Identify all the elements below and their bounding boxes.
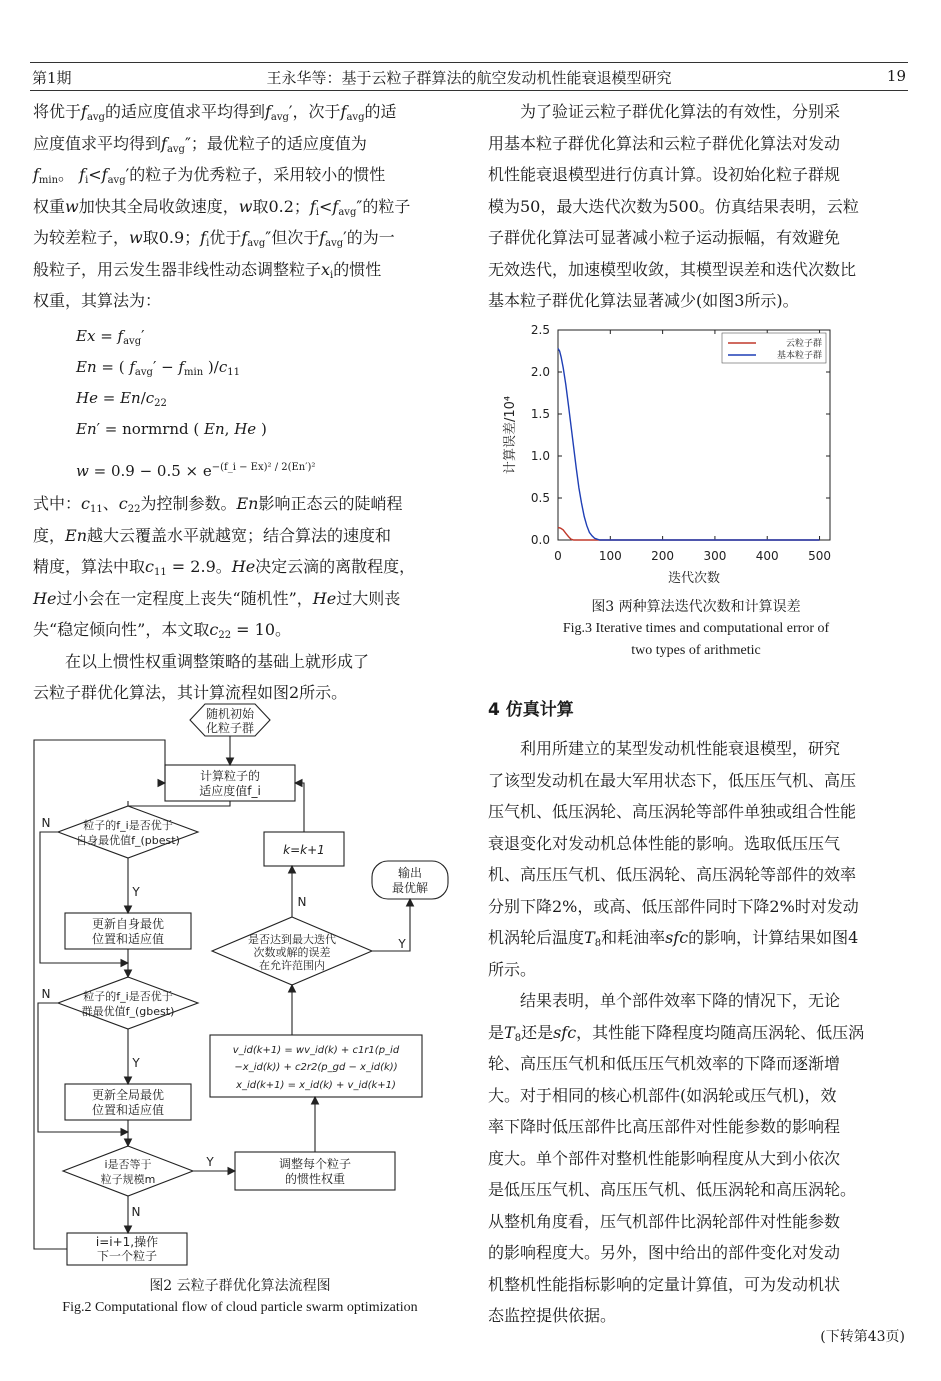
chart-series	[558, 349, 820, 541]
yes-label: Y	[132, 1056, 140, 1070]
section4-text	[488, 733, 904, 1332]
paragraph-line: 权重，其算法为：	[33, 291, 162, 310]
paragraph-line: 机整机性能指标影响的定量计算值，可为发动机状	[488, 1274, 841, 1294]
right-column-text	[488, 96, 904, 317]
paragraph-line: 结果表明，单个部件效率下降的情况下，无论	[520, 991, 841, 1010]
yes-label: Y	[398, 937, 406, 951]
paragraph-line: 应度值求平均得到$f_{avg}''$；最优粒子的适应度值为	[33, 133, 367, 155]
y-tick-label: 0.5	[530, 491, 550, 505]
series-line-1	[558, 527, 820, 540]
series-line-2	[558, 349, 820, 541]
paragraph-line: 度大。单个部件对整机性能影响程度从大到小依次	[488, 1148, 841, 1168]
no-label: N	[41, 987, 51, 1001]
fig2-caption	[30, 1275, 450, 1319]
next-particle-2: 下一个粒子	[96, 1249, 158, 1263]
pbest-label-2: 自身最优值f_(pbest)	[76, 834, 180, 847]
page-number: 19	[886, 67, 906, 85]
equation-en-prime: En′ = normrnd ( En, He )	[76, 420, 267, 438]
equation-he: $He = En/c_{22}$	[76, 389, 167, 409]
cond-pbest-diamond	[58, 806, 198, 858]
update-pbest-2: 位置和适应值	[91, 932, 165, 946]
paragraph-line: 失“稳定倾向性”，本文取$c_{22} = 10$。	[33, 620, 292, 641]
y-tick-label: 0.0	[530, 533, 550, 547]
issue-number: 第1期	[32, 69, 72, 87]
y-tick-label: 2.0	[530, 365, 550, 379]
paragraph-line: 般粒子，用云发生器非线性动态调整粒子$x_i$的惯性	[33, 259, 382, 281]
paragraph-line: 将优于$f_{avg}$的适应度值求平均得到$f_{avg}'$，次于$f_{avg}$的适	[33, 102, 397, 123]
velocity-eq-3: x_id(k+1) = x_id(k) + v_id(k+1)	[236, 1080, 396, 1091]
paragraph-line: 大。对于相同的核心机部件(如涡轮或压气机)，效	[488, 1085, 837, 1105]
fig2-caption-cn: 图2 云粒子群优化算法流程图	[149, 1278, 331, 1294]
cond-gbest-diamond	[58, 977, 198, 1029]
continued-note: (下转第43页)	[820, 1329, 905, 1345]
no-label: N	[131, 1205, 141, 1219]
paragraph-line: 机涡轮后温度$T_8$和耗油率sfc的影响，计算结果如图4	[488, 928, 859, 949]
paragraph-line: 是$T_8$还是sfc，其性能下降程度均随高压涡轮、低压涡	[488, 1022, 865, 1044]
update-gbest-2: 位置和适应值	[91, 1103, 165, 1117]
start-label-2: 化粒子群	[205, 721, 255, 735]
paragraph-line: 用基本粒子群优化算法和云粒子群优化算法对发动	[488, 133, 841, 153]
left-column-text	[33, 96, 449, 317]
paragraph-line: $f_{min}$。 $f_i<f_{avg}'$的粒子为优秀粒子，采用较小的惯性	[33, 165, 386, 186]
paragraph-line: 无效迭代，加速模型收敛，其模型误差和迭代次数比	[488, 259, 857, 279]
paragraph-line: 是低压压气机、高压压气机、低压涡轮和高压涡轮。	[488, 1180, 857, 1199]
fig3-caption-en-2: two types of arithmetic	[631, 643, 761, 658]
flowchart-figure	[30, 700, 450, 1272]
paragraph-line: 利用所建立的某型发动机性能衰退模型，研究	[520, 739, 841, 758]
update-pbest-1: 更新自身最优	[91, 917, 165, 931]
paragraph-line: 在以上惯性权重调整策略的基础上就形成了	[65, 651, 370, 671]
error-chart	[490, 318, 900, 593]
paragraph-line: 态监控提供依据。	[488, 1306, 617, 1325]
paragraph-line: 衰退变化对发动机总体性能的影响。选取低压压气	[488, 833, 841, 853]
left-column-text-2	[33, 488, 449, 709]
top-rule	[30, 62, 908, 63]
legend-label: 基本粒子群	[776, 351, 822, 361]
paragraph-line: 为较差粒子，w取0.9；$f_i$优于$f_{avg}''$但次于$f_{avg}'$的为一	[33, 228, 395, 249]
paragraph-line: 为了验证云粒子群优化算法的有效性，分别采	[520, 102, 841, 121]
paragraph-line: 了该型发动机在最大军用状态下，低压压气机、高压	[488, 770, 857, 790]
update-gbest-1: 更新全局最优	[91, 1088, 165, 1102]
paragraph-line: 轮、高压压气机和低压压气机效率的下降而逐渐增	[488, 1054, 841, 1073]
paragraph-line: 基本粒子群优化算法显著减少(如图3所示)。	[488, 291, 799, 310]
y-tick-label: 1.5	[530, 407, 550, 421]
running-title: 王永华等：基于云粒子群算法的航空发动机性能衰退模型研究	[266, 69, 672, 87]
paragraph-line: 子群优化算法可显著减小粒子运动振幅，有效避免	[488, 228, 841, 247]
paragraph-line: 分别下降2%，或高、低压部件同时下降2%时对发动	[488, 896, 859, 916]
fitness-label-2: 适应度值f_i	[199, 784, 261, 798]
paragraph-line: 从整机角度看，压气机部件比涡轮部件对性能参数	[488, 1211, 841, 1231]
paragraph-line: 机性能衰退模型进行仿真计算。设初始化粒子群规	[488, 165, 841, 184]
y-tick-label: 1.0	[530, 449, 550, 463]
output-label-1: 输出	[397, 866, 423, 880]
yes-label: Y	[132, 885, 140, 899]
gbest-label-2: 群最优值f_(gbest)	[81, 1005, 175, 1018]
paragraph-line: 式中：$c_{11}$、$c_{22}$为控制参数。En影响正态云的陡峭程	[33, 494, 403, 515]
legend-label: 云粒子群	[785, 339, 822, 349]
running-header	[30, 64, 908, 88]
yes-label: Y	[206, 1155, 214, 1169]
gbest-label-1: 粒子的f_i是否优于	[83, 990, 173, 1003]
fitness-label-1: 计算粒子的	[199, 769, 261, 783]
cond-m-diamond	[63, 1146, 193, 1196]
paragraph-line: 度，En越大云覆盖水平就越宽；结合算法的速度和	[33, 525, 392, 545]
fig3-caption-en-1: Fig.3 Iterative times and computational error of	[562, 621, 830, 636]
cond-m-1: i是否等于	[104, 1158, 152, 1171]
adjust-weight-2: 的惯性权重	[284, 1172, 346, 1186]
x-tick-label: 400	[755, 549, 779, 563]
paragraph-line: He过小会在一定程度上丧失“随机性”，He过大则丧	[33, 588, 401, 608]
chart-legend	[722, 333, 826, 363]
fig3-caption	[488, 596, 904, 662]
output-label-2: 最优解	[391, 881, 429, 895]
next-particle-1: i=i+1,操作	[95, 1235, 159, 1249]
x-tick-label: 100	[598, 549, 622, 563]
paragraph-line: 的影响程度大。另外，图中给出的部件变化对发动	[488, 1243, 841, 1262]
paragraph-line: 所示。	[488, 959, 537, 979]
no-label: N	[41, 816, 51, 830]
section-title: 4 仿真计算	[488, 700, 574, 720]
stop-label-1: 是否达到最大迭代	[248, 933, 336, 946]
y-axis-label: 计算误差/10⁴	[503, 395, 518, 475]
paragraph-line: 率下降时低压部件比高压部件对性能参数的影响程	[488, 1117, 841, 1136]
no-label: N	[297, 895, 307, 909]
pbest-label-1: 粒子的f_i是否优于	[83, 819, 173, 832]
x-axis-label: 迭代次数	[667, 571, 721, 586]
equation-ex: $Ex = f_{avg}'$	[76, 327, 145, 347]
velocity-eq-1: v_id(k+1) = wv_id(k) + c1r1(p_id	[232, 1045, 400, 1056]
paragraph-line: 压气机、低压涡轮、高压涡轮等部件单独或组合性能	[488, 802, 857, 821]
stop-label-3: 在允许范围内	[259, 959, 325, 972]
velocity-eq-2: −x_id(k)) + c2r2(p_gd − x_id(k))	[234, 1062, 398, 1073]
x-tick-label: 0	[554, 549, 562, 563]
fig3-caption-cn: 图3 两种算法迭代次数和计算误差	[591, 599, 801, 615]
fig2-caption-en: Fig.2 Computational flow of cloud particle swarm optimization	[62, 1300, 418, 1315]
stop-label-2: 次数或解的误差	[253, 946, 331, 959]
y-tick-label: 2.5	[530, 323, 550, 337]
equation-en: En = ( $f_{avg}' - f_{min}$ )$/c_{11}$	[76, 358, 240, 378]
cond-m-2: 粒子规模m	[100, 1173, 156, 1186]
header-rule	[30, 90, 908, 91]
paragraph-line: 云粒子群优化算法，其计算流程如图2所示。	[33, 683, 348, 702]
x-tick-label: 500	[808, 549, 831, 563]
adjust-weight-1: 调整每个粒子	[278, 1157, 352, 1171]
x-tick-label: 200	[651, 549, 675, 563]
paragraph-line: 模为50，最大迭代次数为500。仿真结果表明，云粒	[488, 196, 859, 216]
paragraph-line: 机、高压压气机、低压涡轮、高压涡轮等部件的效率	[488, 865, 857, 884]
paragraph-line: 权重w加快其全局收敛速度，w取0.2；$f_i<f_{avg}''$的粒子	[33, 196, 411, 218]
k-inc-label: k=k+1	[283, 843, 325, 857]
start-label-1: 随机初始	[205, 707, 255, 721]
x-tick-label: 300	[703, 549, 727, 563]
equation-w: $w = 0.9 - 0.5 \times e^{-(f\_i - Ex)^2 / 2(En')^2}$	[76, 462, 316, 480]
paragraph-line: 精度，算法中取$c_{11} = 2.9$。He决定云滴的离散程度，	[33, 557, 416, 578]
